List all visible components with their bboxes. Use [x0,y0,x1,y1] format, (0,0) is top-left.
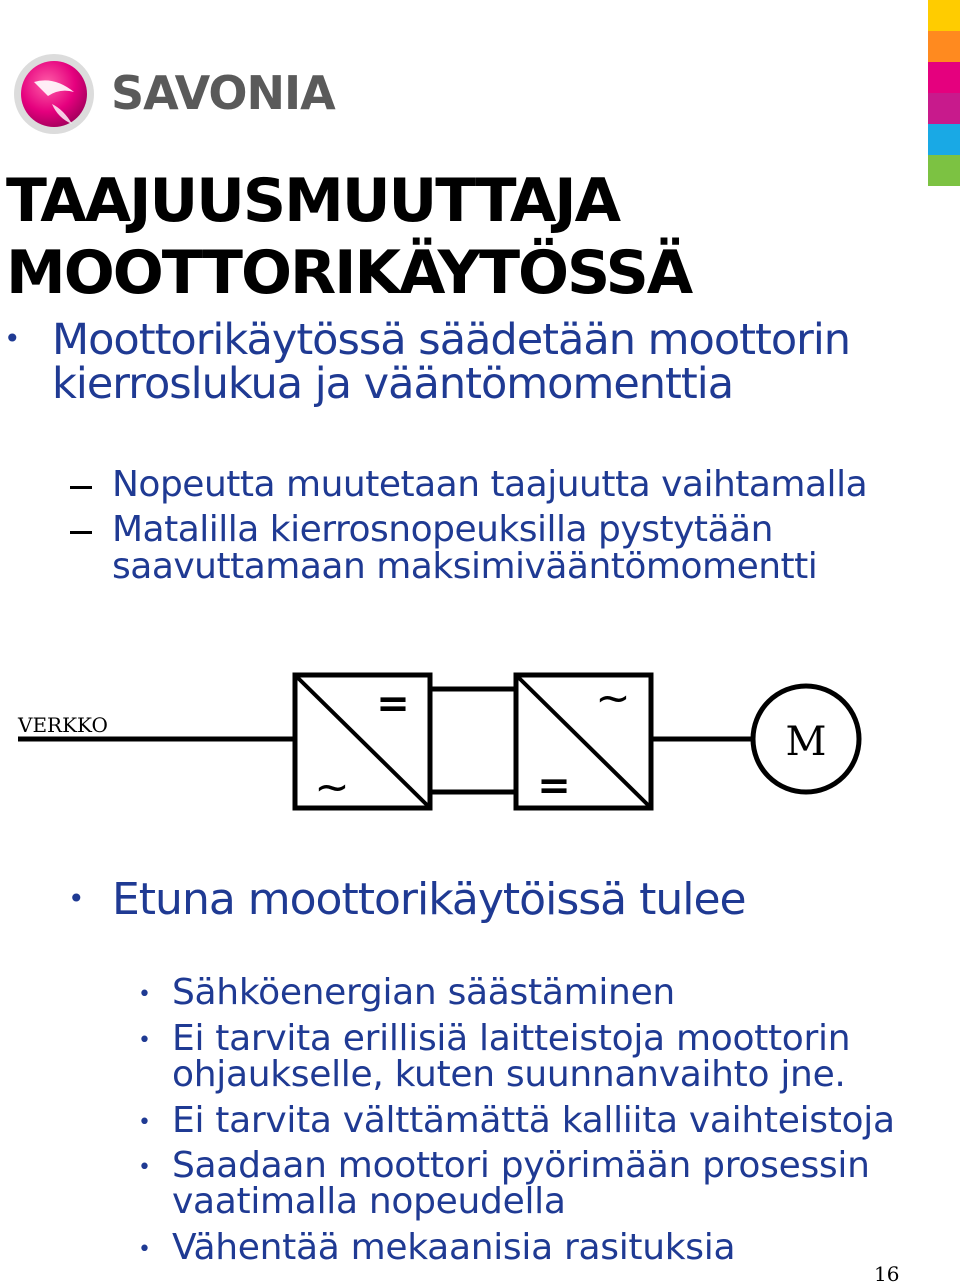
ac-symbol: ~ [595,673,631,722]
sub-line: Sähköenergian säästäminen [172,972,675,1013]
dash-line: Nopeutta muutetaan taajuutta vaihtamalla [112,464,868,505]
rectifier-block [295,675,430,811]
sub-bullet-dot: • [138,982,151,1007]
title-line: MOOTTORIKÄYTÖSSÄ [6,238,692,308]
sub-item-2 [172,1018,851,1095]
dash-marker [70,531,92,534]
source-label: VERKKO [18,713,108,737]
sub-line: Saadaan moottori pyörimään prosessin [172,1145,870,1186]
sub-bullet-dot: • [138,1110,151,1135]
inverter-block [516,673,651,809]
sub-item-5 [172,1227,736,1268]
bullet-line: kierroslukua ja vääntömomenttia [52,359,734,409]
sub-line: ohjaukselle, kuten suunnanvaihto jne. [172,1054,846,1095]
sub-line: vaatimalla nopeudella [172,1181,566,1222]
bullet-dot: • [4,322,21,355]
sub-line: Ei tarvita erillisiä laitteistoja moottorin [172,1018,851,1059]
sub-item-3 [172,1100,895,1141]
bullet-line: Moottorikäytössä säädetään moottorin [52,315,851,365]
dash-item-2 [112,511,817,585]
sub-bullet-dot: • [138,1155,151,1180]
accent-stripe [928,93,960,124]
dash-marker [70,486,92,489]
frequency-converter-diagram [0,655,900,825]
accent-stripe [928,31,960,62]
savonia-logo [12,52,102,142]
dc-symbol: = [376,681,410,727]
sub-item-1 [172,972,675,1013]
sub-line: Vähentää mekaanisia rasituksia [172,1227,736,1268]
accent-stripe [928,0,960,31]
bullet-main-2: Etuna moottorikäytöissä tulee [112,874,746,925]
sub-item-4 [172,1145,870,1222]
ac-symbol: ~ [314,762,350,811]
dc-symbol: = [537,763,571,809]
page-number: 16 [874,1262,900,1286]
sub-bullet-dot: • [138,1028,151,1053]
title-line: TAAJUUSMUUTTAJA [6,166,620,236]
accent-stripe [928,155,960,186]
bullet-main-1 [52,315,851,409]
dash-item-1 [112,466,867,503]
accent-stripes [928,0,960,186]
logo-wordmark: SAVONIA [111,66,335,120]
bullet-dot: • [68,882,85,915]
sub-line: Ei tarvita välttämättä kalliita vaihteistoja [172,1100,895,1141]
page-title [6,165,691,309]
dash-line: saavuttamaan maksimivääntömomentti [112,546,818,587]
sub-bullet-dot: • [138,1237,151,1262]
motor-label: M [785,719,827,765]
accent-stripe [928,124,960,155]
accent-stripe [928,62,960,93]
dash-line: Matalilla kierrosnopeuksilla pystytään [112,509,773,550]
